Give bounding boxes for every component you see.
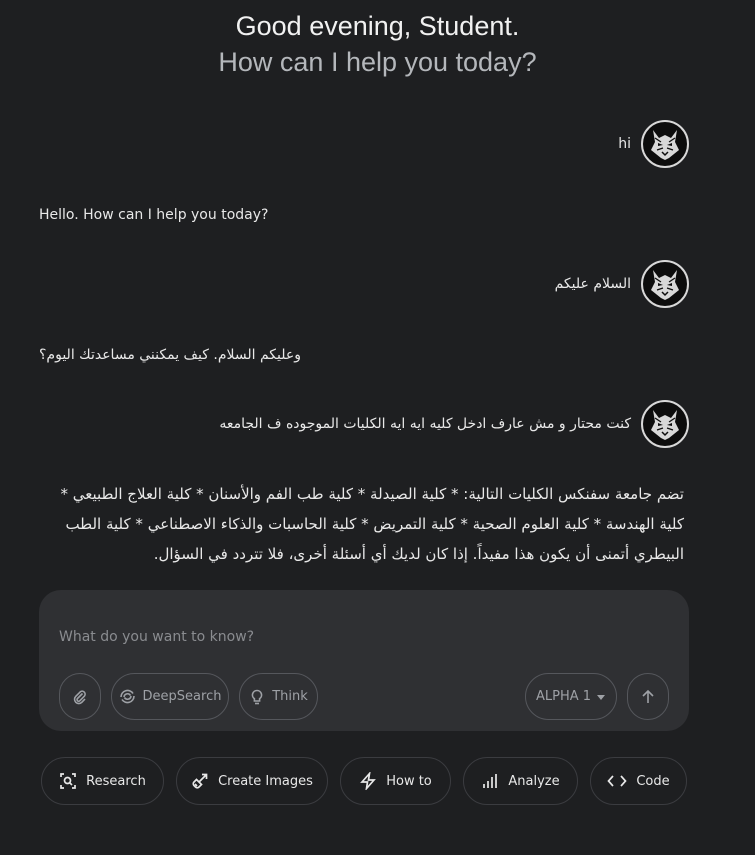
how-to-label: How to [386,773,432,789]
lightning-icon [359,772,377,790]
code-icon [607,772,627,790]
think-button[interactable] [239,673,318,720]
user-message-text: السلام عليكم [554,276,631,292]
model-label: ALPHA 1 [535,689,592,704]
model-selector[interactable] [525,673,617,720]
user-message [618,120,689,168]
greeting-title: Good evening, Student. [235,11,520,41]
assistant-message: Hello. How can I help you today? [39,207,269,223]
code-label: Code [636,773,670,789]
wolf-avatar-icon [645,264,685,304]
greeting-subtitle: How can I help you today? [218,47,537,77]
wolf-avatar-icon [645,124,685,164]
composer [39,590,689,731]
avatar [641,120,689,168]
user-message-text: كنت محتار و مش عارف ادخل كليه ايه ايه الكليات الموجوده ف الجامعه [219,416,631,432]
attach-button[interactable] [59,673,101,720]
user-message-text: hi [618,136,631,152]
analyze-button[interactable] [463,757,578,805]
assistant-message: تضم جامعة سفنكس الكليات التالية: * كلية الصيدلة * كلية طب الفم والأسنان * كلية العلاج الطبيعي * كلية الهندسة * كلية العلوم الصحية * كلية التمريض * كلية الحاسبات والذكاء الاصطناعي * كلية الطب البيطري أتمنى أن يكون هذا مفيداً. إذا كان لديك أي أسئلة أخرى، فلا تتردد في السؤال. [60,485,684,563]
create-images-label: Create Images [218,773,313,789]
avatar [641,260,689,308]
lightbulb-icon [249,689,265,705]
send-button[interactable] [627,673,669,720]
bar-chart-icon [481,772,499,790]
greeting [0,8,755,80]
how-to-button[interactable] [340,757,451,805]
deepsearch-icon [119,688,136,705]
analyze-label: Analyze [508,773,560,789]
paperclip-icon [72,689,88,705]
arrow-up-icon [640,689,656,705]
deepsearch-button[interactable] [111,673,229,720]
research-button[interactable] [41,757,164,805]
wolf-avatar-icon [645,404,685,444]
caret-down-icon [596,692,606,702]
research-label: Research [86,773,146,789]
code-button[interactable] [590,757,687,805]
search-scan-icon [59,772,77,790]
user-message [555,260,689,308]
prompt-input[interactable] [59,626,659,648]
brush-icon [191,772,209,790]
assistant-message: وعليكم السلام. كيف يمكنني مساعدتك اليوم؟ [39,347,301,363]
avatar [641,400,689,448]
deepsearch-label: DeepSearch [142,689,222,704]
user-message [219,400,689,448]
think-label: Think [272,689,308,704]
create-images-button[interactable] [176,757,328,805]
